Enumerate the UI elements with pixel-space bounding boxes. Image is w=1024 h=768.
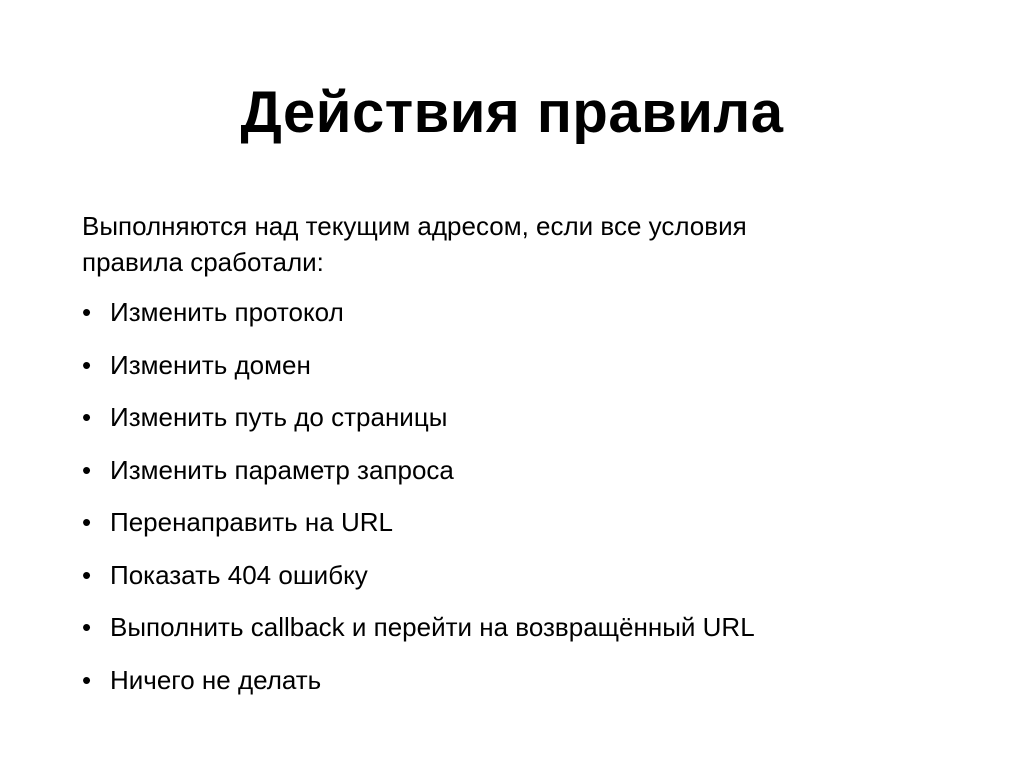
list-item [82, 399, 962, 452]
intro-line-1: Выполняются над текущим адресом, если все условия [82, 211, 747, 241]
list-item-label: Выполнить callback и перейти на возвращённый URL [110, 612, 755, 642]
list-item [82, 662, 962, 715]
list-item-label: Перенаправить на URL [110, 507, 393, 537]
bullet-icon: • [82, 297, 92, 327]
bullet-icon: • [82, 349, 92, 380]
intro-paragraph [82, 208, 862, 280]
rule-actions-list [82, 294, 962, 714]
list-item-label: Показать 404 ошибку [110, 559, 368, 590]
bullet-icon: • [82, 402, 92, 432]
list-item [82, 609, 962, 662]
bullet-icon: • [82, 507, 92, 537]
list-item-label: Изменить домен [110, 349, 311, 380]
bullet-icon: • [82, 559, 92, 590]
list-item [82, 504, 962, 557]
list-item-label: Изменить параметр запроса [110, 454, 454, 485]
bullet-icon: • [82, 454, 92, 485]
list-item [82, 557, 962, 610]
list-item-label: Изменить путь до страницы [110, 402, 448, 432]
bullet-icon: • [82, 664, 92, 695]
list-item-label: Ничего не делать [110, 664, 322, 695]
slide-title: Действия правила [240, 80, 784, 145]
list-item [82, 347, 962, 400]
bullet-icon: • [82, 612, 92, 642]
intro-line-2: правила сработали: [82, 247, 324, 277]
list-item-label: Изменить протокол [110, 297, 344, 327]
list-item [82, 294, 962, 347]
list-item [82, 452, 962, 505]
